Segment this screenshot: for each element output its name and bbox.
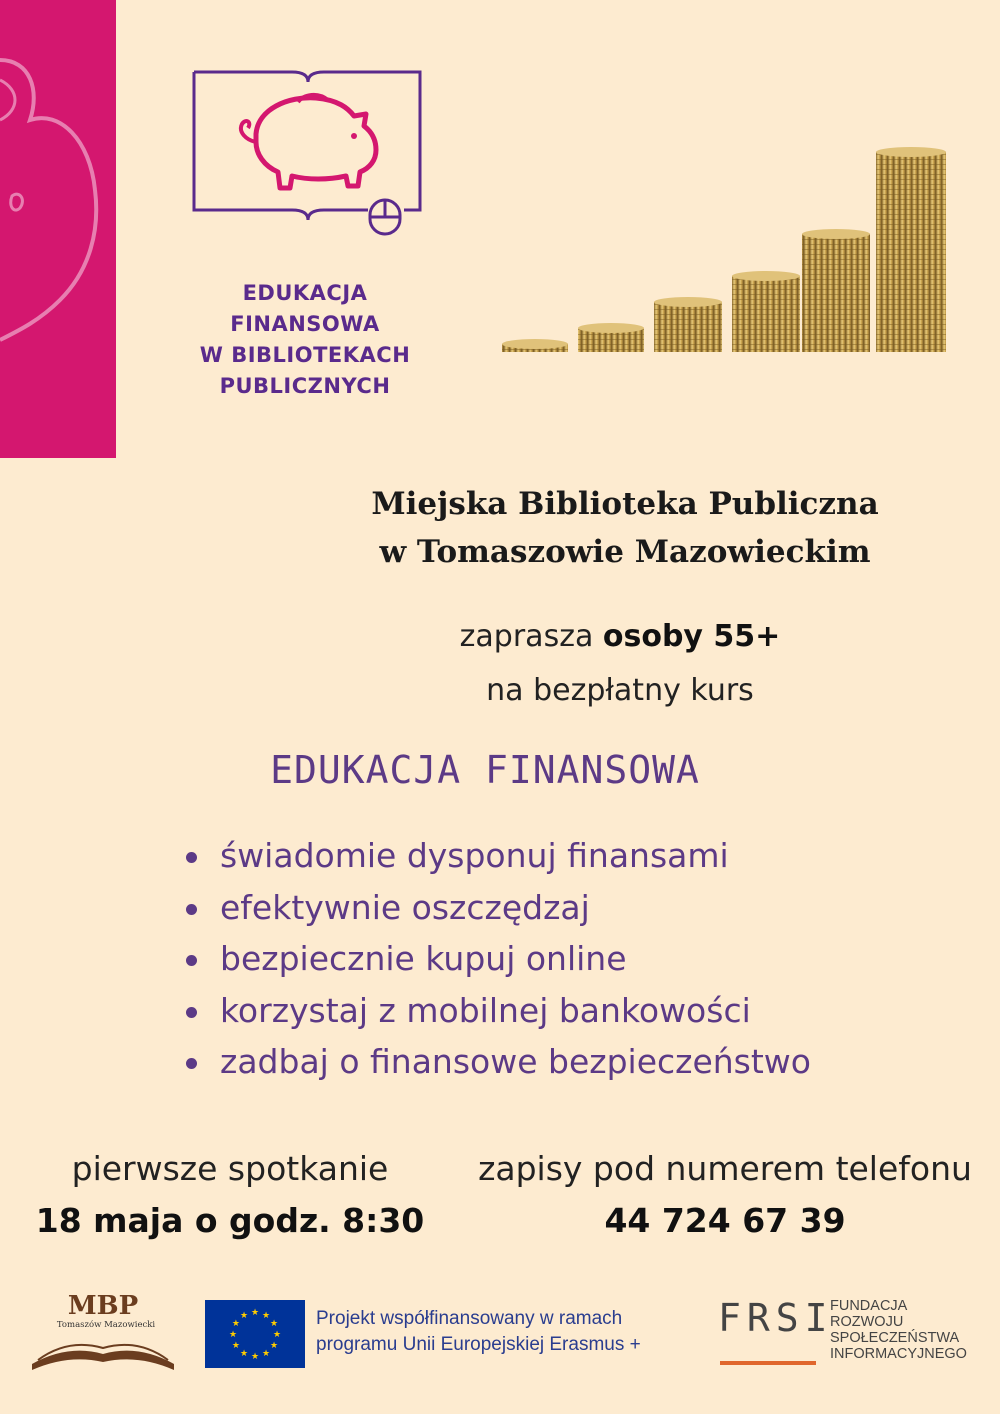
course-title: EDUKACJA FINANSOWA <box>270 748 700 792</box>
list-item: efektywnie oszczędzaj <box>180 882 811 934</box>
mbp-logo-text: MBP <box>67 1292 139 1321</box>
frsi-name-line-4: INFORMACYJNEGO <box>830 1346 967 1362</box>
eu-note-line-2: programu Unii Europejskiej Erasmus + <box>316 1334 641 1355</box>
frsi-name-line-1: FUNDACJA <box>830 1298 908 1314</box>
eu-star-icon: ★ <box>231 1341 240 1351</box>
invitation <box>380 610 860 718</box>
library-line-2: w Tomaszowie Mazowieckim <box>379 534 871 570</box>
eu-star-icon: ★ <box>250 1308 260 1318</box>
signup-label: zapisy pod numerem telefonu <box>478 1149 972 1188</box>
list-item: świadomie dysponuj finansami <box>180 830 811 882</box>
coin-stack <box>876 147 946 352</box>
logo-line-1: EDUKACJA <box>242 281 368 305</box>
eu-star-icon: ★ <box>261 1349 271 1360</box>
logo-line-3: W BIBLIOTEKACH <box>199 343 411 367</box>
library-line-1: Miejska Biblioteka Publiczna <box>371 486 879 522</box>
coin-stack <box>654 297 722 352</box>
frsi-logo <box>718 1294 988 1374</box>
logo-line-4: PUBLICZNYCH <box>219 374 391 398</box>
invitation-prefix: zaprasza <box>459 619 603 654</box>
eu-flag-icon <box>205 1300 305 1368</box>
mbp-city-text: Tomaszów Mazowiecki <box>56 1320 156 1330</box>
invitation-target: osoby 55+ <box>602 619 781 654</box>
course-topics-list <box>180 830 811 1088</box>
pink-side-band <box>0 0 116 458</box>
frsi-name-line-2: ROZWOJU <box>830 1314 904 1330</box>
coin-stack <box>578 323 644 352</box>
eu-note-line-1: Projekt współfinansowany w ramach <box>316 1308 623 1329</box>
piggy-outline-icon <box>0 0 116 458</box>
eu-star-icon: ★ <box>270 1319 279 1329</box>
logo-line-2: FINANSOWA <box>230 312 380 336</box>
coin-stacks-image <box>498 140 958 390</box>
frsi-underline <box>720 1361 816 1365</box>
list-item: zadbaj o finansowe bezpieczeństwo <box>180 1036 811 1088</box>
mbp-library-logo <box>28 1292 178 1372</box>
invitation-line-2: na bezpłatny kurs <box>486 673 754 708</box>
phone-number: 44 724 67 39 <box>604 1201 846 1240</box>
invitation-line-1 <box>380 610 860 664</box>
eu-star-icon: ★ <box>231 1319 240 1329</box>
library-name <box>340 480 910 576</box>
meeting-label: pierwsze spotkanie <box>71 1149 389 1188</box>
meeting-date: 18 maja o godz. 8:30 <box>35 1201 425 1240</box>
eu-star-icon: ★ <box>272 1330 282 1340</box>
coin-stack <box>732 271 800 352</box>
frsi-mark: FRSI <box>718 1296 834 1340</box>
eu-star-icon: ★ <box>228 1330 238 1340</box>
coin-stack <box>502 339 568 352</box>
frsi-full-name <box>830 1298 967 1362</box>
eu-star-icon: ★ <box>239 1349 249 1360</box>
eu-star-icon: ★ <box>250 1352 260 1362</box>
signup-info <box>460 1143 990 1247</box>
piggy-bank-laptop-icon <box>188 64 428 244</box>
eu-star-icon: ★ <box>261 1310 271 1321</box>
eu-star-icon: ★ <box>270 1341 279 1351</box>
program-logo-text <box>170 278 440 402</box>
open-book-icon <box>32 1351 174 1370</box>
eu-stars-icon <box>205 1300 305 1368</box>
eu-cofinancing-note <box>316 1306 641 1358</box>
first-meeting <box>30 1143 430 1247</box>
eu-star-icon: ★ <box>239 1310 249 1321</box>
coin-stack <box>802 229 870 352</box>
list-item: korzystaj z mobilnej bankowości <box>180 985 811 1037</box>
list-item: bezpiecznie kupuj online <box>180 933 811 985</box>
frsi-name-line-3: SPOŁECZEŃSTWA <box>830 1330 960 1346</box>
